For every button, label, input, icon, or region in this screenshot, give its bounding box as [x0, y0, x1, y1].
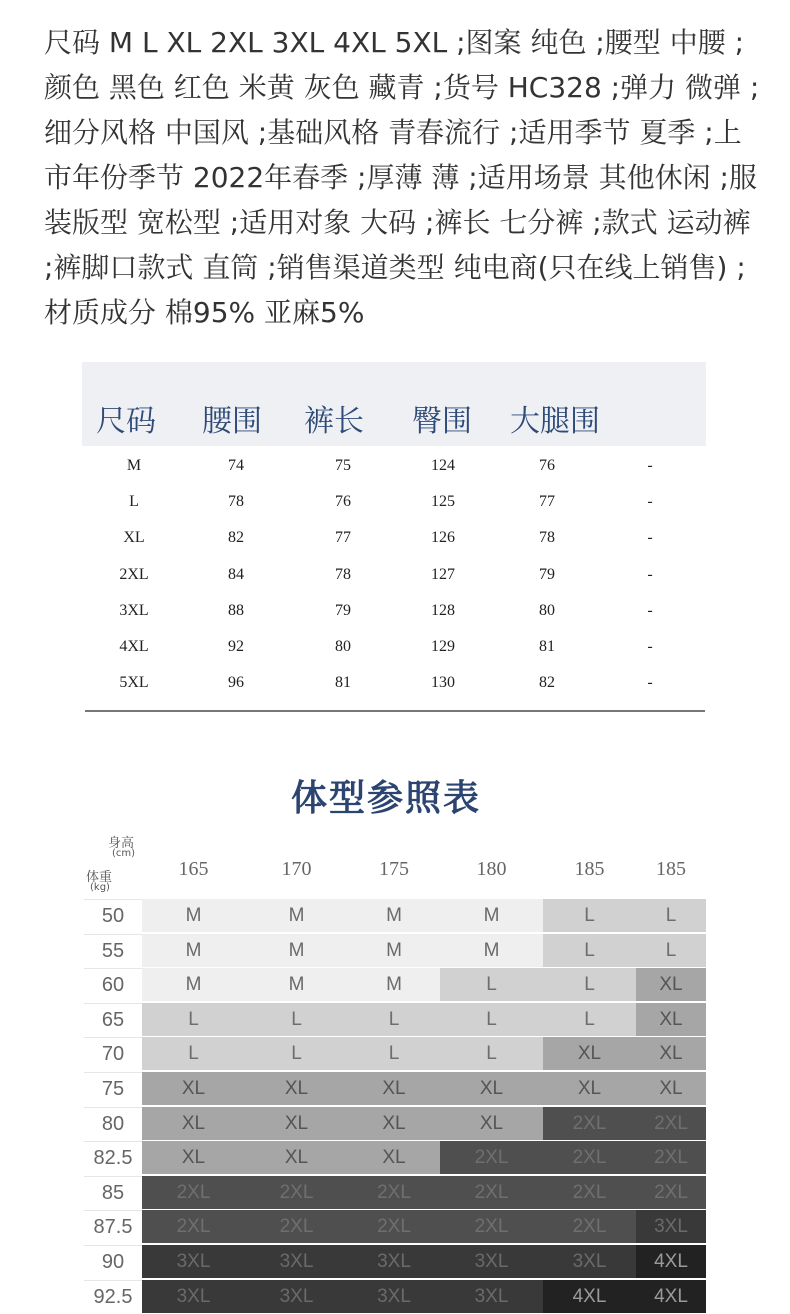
weight-label: 82.5 [84, 1141, 142, 1175]
weight-label: 55 [84, 934, 142, 968]
size-recommendation-cell: 3XL [636, 1210, 706, 1243]
weight-label: 85 [84, 1176, 142, 1210]
size-table-cell: 80 [335, 637, 351, 655]
size-recommendation-cell: XL [636, 1003, 706, 1036]
size-recommendation-cell: M [142, 899, 245, 932]
size-recommendation-cell: 2XL [142, 1176, 245, 1209]
size-recommendation-cell: XL [636, 968, 706, 1001]
size-table-cell: - [647, 674, 653, 692]
size-recommendation-cell: 2XL [440, 1176, 543, 1209]
size-recommendation-cell: 2XL [636, 1107, 706, 1140]
size-col-header: 尺码 [96, 404, 156, 439]
size-recommendation-cell: 3XL [245, 1245, 348, 1278]
height-header: 185 [574, 858, 605, 880]
weight-label: 体重 [86, 870, 113, 885]
size-recommendation-cell: M [245, 899, 348, 932]
length-col-header: 裤长 [304, 404, 364, 439]
size-recommendation-cell: 4XL [636, 1245, 706, 1278]
size-recommendation-cell: M [348, 968, 440, 1001]
size-table-cell: 75 [335, 457, 351, 474]
weight-row [84, 899, 706, 934]
size-recommendation-cell: 4XL [636, 1280, 706, 1313]
size-recommendation-cell: L [440, 968, 543, 1001]
size-recommendation-cell: L [543, 1003, 636, 1036]
size-recommendation-cell: M [348, 899, 440, 932]
size-recommendation-cell: XL [636, 1072, 706, 1105]
size-table-cell: 128 [431, 601, 455, 619]
size-recommendation-cell: 3XL [142, 1245, 245, 1278]
size-table-cell: 92 [228, 637, 244, 655]
weight-row [84, 1210, 706, 1245]
size-recommendation-cell: L [440, 1037, 543, 1070]
size-recommendation-cell: XL [348, 1072, 440, 1105]
size-table-cell: 3XL [119, 601, 149, 619]
size-table-divider [85, 710, 705, 712]
size-recommendation-cell: L [142, 1037, 245, 1070]
weight-row [84, 1245, 706, 1280]
body-chart-corner [84, 830, 144, 898]
size-recommendation-cell: 3XL [348, 1245, 440, 1278]
size-recommendation-cell: XL [348, 1141, 440, 1174]
size-table-cell: - [647, 601, 653, 619]
size-table-cell: 125 [431, 493, 455, 511]
size-recommendation-cell: XL [543, 1037, 636, 1070]
size-recommendation-cell: 3XL [440, 1245, 543, 1278]
size-table-body [82, 448, 706, 701]
size-table-cell: 127 [431, 565, 455, 583]
size-recommendation-cell: 2XL [142, 1210, 245, 1243]
size-recommendation-cell: L [543, 934, 636, 967]
weight-label: 90 [84, 1245, 142, 1279]
size-table-cell: 77 [539, 493, 555, 511]
size-table-cell: 77 [335, 529, 351, 547]
size-table-cell: 74 [228, 457, 244, 474]
weight-label: 80 [84, 1107, 142, 1141]
size-recommendation-cell: L [348, 1003, 440, 1036]
size-recommendation-cell: L [636, 934, 706, 967]
size-recommendation-cell: L [348, 1037, 440, 1070]
body-size-grid [84, 899, 706, 1314]
size-recommendation-cell: M [142, 934, 245, 967]
size-table-row [82, 629, 706, 665]
size-table-row [82, 593, 706, 629]
size-recommendation-cell: M [245, 934, 348, 967]
size-recommendation-cell: XL [348, 1107, 440, 1140]
size-recommendation-cell: M [245, 968, 348, 1001]
height-header: 165 [178, 858, 209, 880]
size-table-cell: 4XL [119, 637, 149, 655]
size-recommendation-cell: L [636, 899, 706, 932]
size-table-cell: L [129, 493, 139, 511]
size-recommendation-cell: L [543, 899, 636, 932]
height-header: 175 [379, 858, 409, 880]
size-recommendation-cell: XL [142, 1072, 245, 1105]
size-recommendation-cell: M [440, 899, 543, 932]
size-recommendation-cell: 3XL [142, 1280, 245, 1313]
weight-label: 50 [84, 899, 142, 933]
weight-unit: (kg) [90, 882, 110, 893]
size-recommendation-cell: XL [245, 1141, 348, 1174]
weight-row [84, 1176, 706, 1211]
size-recommendation-cell: 2XL [636, 1141, 706, 1174]
size-table-cell: - [647, 529, 653, 547]
weight-row [84, 1003, 706, 1038]
size-recommendation-cell: 2XL [440, 1141, 543, 1174]
size-recommendation-cell: L [142, 1003, 245, 1036]
size-table-row [82, 484, 706, 520]
size-recommendation-cell: 2XL [245, 1176, 348, 1209]
size-table-cell: 130 [431, 674, 455, 692]
size-recommendation-cell: 2XL [245, 1210, 348, 1243]
weight-label: 92.5 [84, 1280, 142, 1314]
size-table-cell: XL [123, 529, 145, 547]
size-table-cell: 79 [335, 601, 351, 619]
weight-row [84, 934, 706, 969]
size-recommendation-cell: 3XL [543, 1245, 636, 1278]
size-recommendation-cell: 2XL [543, 1210, 636, 1243]
size-recommendation-cell: 3XL [245, 1280, 348, 1313]
size-table-cell: 78 [539, 529, 555, 547]
size-table-cell: 96 [228, 674, 244, 692]
size-recommendation-cell: 4XL [543, 1280, 636, 1313]
weight-row [84, 968, 706, 1003]
size-recommendation-cell: XL [142, 1141, 245, 1174]
size-table-cell: - [647, 637, 653, 655]
size-table-cell: 78 [335, 565, 351, 583]
size-recommendation-cell: 2XL [348, 1210, 440, 1243]
body-chart-title: 体型参照表 [290, 777, 481, 819]
size-table-row [82, 520, 706, 556]
size-table-cell: 80 [539, 601, 555, 619]
size-recommendation-cell: XL [543, 1072, 636, 1105]
weight-row [84, 1037, 706, 1072]
size-recommendation-cell: 2XL [440, 1210, 543, 1243]
size-recommendation-cell: XL [440, 1072, 543, 1105]
size-table-row [82, 557, 706, 593]
size-recommendation-cell: L [440, 1003, 543, 1036]
weight-row [84, 1141, 706, 1176]
size-table-cell: 124 [431, 457, 455, 474]
size-recommendation-cell: 2XL [636, 1176, 706, 1209]
size-recommendation-cell: XL [245, 1107, 348, 1140]
size-recommendation-cell: 2XL [543, 1176, 636, 1209]
weight-label: 75 [84, 1072, 142, 1106]
size-table-cell: 81 [335, 674, 351, 692]
size-table-row [82, 665, 706, 701]
size-recommendation-cell: 2XL [543, 1107, 636, 1140]
weight-row [84, 1280, 706, 1314]
height-header: 180 [476, 858, 507, 880]
size-recommendation-cell: M [440, 934, 543, 967]
size-table-cell: 82 [228, 529, 244, 547]
height-label: 身高 [108, 836, 135, 851]
height-header: 170 [281, 858, 312, 880]
size-recommendation-cell: XL [245, 1072, 348, 1105]
size-table-cell: 78 [228, 493, 244, 511]
size-table-cell: 129 [431, 637, 455, 655]
size-recommendation-cell: 3XL [348, 1280, 440, 1313]
size-table-cell: 82 [539, 674, 555, 692]
weight-row [84, 1107, 706, 1142]
hip-col-header: 臀围 [412, 404, 472, 439]
size-table-header [82, 362, 706, 446]
size-table-cell: 126 [431, 529, 455, 547]
product-attributes-text: 尺码 M L XL 2XL 3XL 4XL 5XL ;图案 纯色 ;腰型 中腰 ;颜色 黑色 红色 米黄 灰色 藏青 ;货号 HC328 ;弹力 微弹 ;细分风格 中国风 ;基础风格 青春流行 ;适用季节 夏季 ;上市年份季节 2022年春季 ;厚薄 薄 ;适用场景 其他休闲 ;服装版型 宽松型 ;适用对象 大码 ;裤长 七分裤 ;款式 运动裤 ;裤脚口款式 直筒 ;销售渠道类型 纯电商(只在线上销售) ;材质成分 棉95% 亚麻5% [44, 26, 760, 329]
size-table-cell: 2XL [119, 565, 149, 583]
size-recommendation-cell: M [348, 934, 440, 967]
size-recommendation-cell: 3XL [440, 1280, 543, 1313]
size-table-cell: 88 [228, 601, 244, 619]
weight-label: 70 [84, 1037, 142, 1071]
thigh-col-header: 大腿围 [510, 404, 600, 439]
size-table-cell: 84 [228, 565, 244, 583]
size-table-cell: M [126, 457, 142, 474]
size-recommendation-cell: 2XL [543, 1141, 636, 1174]
size-table-cell: 79 [539, 565, 555, 583]
weight-label: 60 [84, 968, 142, 1002]
size-recommendation-cell: XL [142, 1107, 245, 1140]
waist-col-header: 腰围 [202, 404, 262, 439]
height-header: 185 [656, 858, 686, 880]
size-recommendation-cell: M [142, 968, 245, 1001]
size-table-cell: - [647, 565, 653, 583]
size-recommendation-cell: L [543, 968, 636, 1001]
size-table-cell: 5XL [119, 674, 149, 692]
size-table-cell: 76 [539, 457, 555, 474]
size-recommendation-cell: XL [636, 1037, 706, 1070]
size-recommendation-cell: L [245, 1037, 348, 1070]
size-table-row [82, 448, 706, 484]
size-table-cell: 76 [335, 493, 351, 511]
size-recommendation-cell: L [245, 1003, 348, 1036]
size-recommendation-cell: XL [440, 1107, 543, 1140]
weight-label: 87.5 [84, 1210, 142, 1244]
size-table-cell: 81 [539, 637, 555, 655]
size-table-cell: - [647, 493, 653, 511]
weight-label: 65 [84, 1003, 142, 1037]
size-table-cell: - [647, 457, 653, 474]
size-recommendation-cell: 2XL [348, 1176, 440, 1209]
height-unit: (cm) [112, 848, 136, 859]
weight-row [84, 1072, 706, 1107]
